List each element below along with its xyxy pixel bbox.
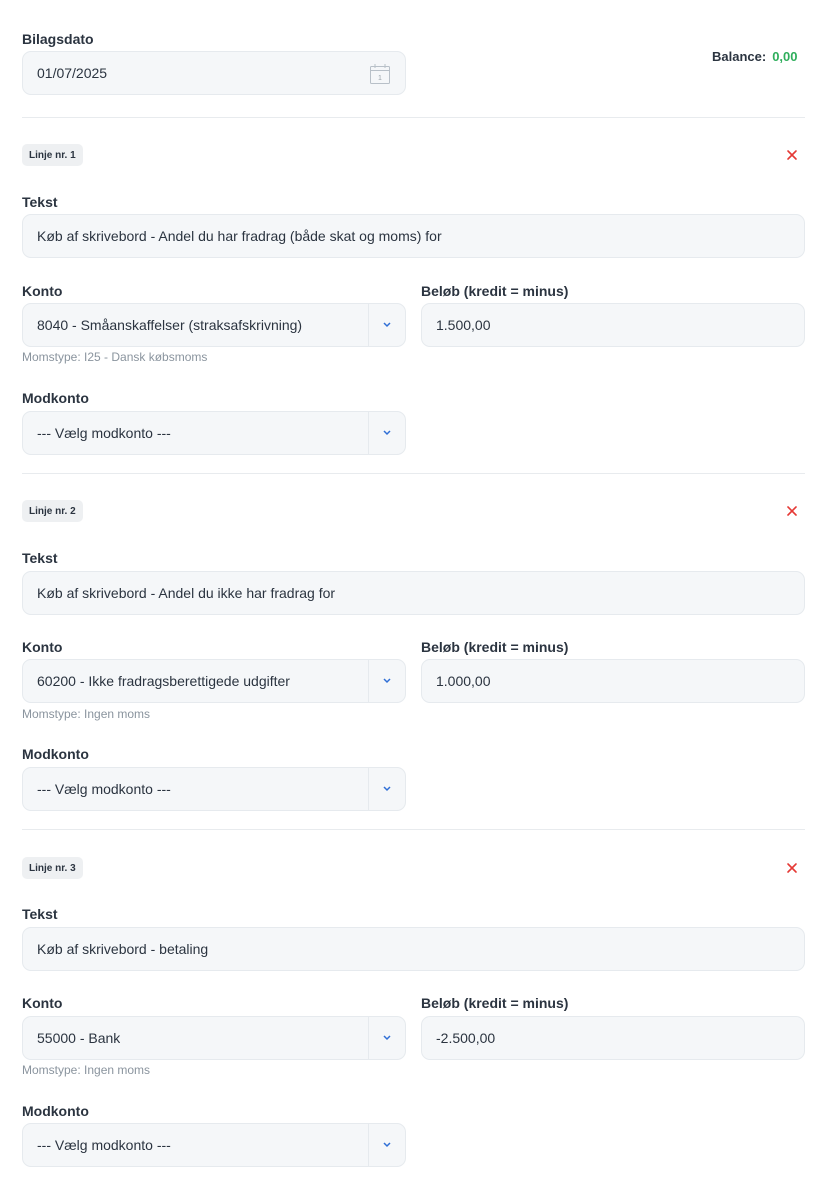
- amount-input-value: 1.500,00: [436, 317, 491, 333]
- text-input-value: Køb af skrivebord - betaling: [37, 941, 209, 957]
- date-label: Bilagsdato: [22, 31, 94, 47]
- counter-account-value: --- Vælg modkonto ---: [37, 425, 171, 441]
- account-label: Konto: [22, 283, 63, 299]
- balance-value: 0,00: [772, 49, 798, 64]
- chevron-down-icon[interactable]: [368, 660, 405, 702]
- account-select-value: 8040 - Småanskaffelser (straksafskrivning): [37, 317, 303, 333]
- date-input[interactable]: [22, 51, 406, 95]
- divider: [22, 117, 805, 118]
- counter-account-select[interactable]: [22, 767, 406, 811]
- text-input-value: Køb af skrivebord - Andel du har fradrag (både skat og moms) for: [37, 228, 442, 244]
- svg-text:1: 1: [378, 75, 382, 82]
- divider: [22, 829, 805, 830]
- chevron-down-icon[interactable]: [368, 412, 405, 454]
- divider: [22, 473, 805, 474]
- chevron-down-icon[interactable]: [368, 1017, 405, 1059]
- vat-hint: Momstype: I25 - Dansk købsmoms: [22, 350, 208, 364]
- counter-account-label: Modkonto: [22, 746, 89, 762]
- counter-account-select[interactable]: [22, 411, 406, 455]
- counter-account-value: --- Vælg modkonto ---: [37, 1137, 171, 1153]
- account-select[interactable]: [22, 1016, 406, 1060]
- account-label: Konto: [22, 995, 63, 1011]
- counter-account-value: --- Vælg modkonto ---: [37, 781, 171, 797]
- counter-account-label: Modkonto: [22, 390, 89, 406]
- balance: [712, 49, 798, 64]
- text-input-value: Køb af skrivebord - Andel du ikke har fradrag for: [37, 585, 336, 601]
- chevron-down-icon[interactable]: [368, 304, 405, 346]
- account-select[interactable]: [22, 303, 406, 347]
- delete-line-icon[interactable]: [786, 862, 798, 874]
- account-select[interactable]: [22, 659, 406, 703]
- text-input[interactable]: [22, 927, 805, 971]
- amount-input[interactable]: [421, 303, 805, 347]
- amount-input[interactable]: [421, 1016, 805, 1060]
- amount-label: Beløb (kredit = minus): [421, 283, 569, 299]
- calendar-icon[interactable]: [369, 63, 391, 88]
- date-value: 01/07/2025: [37, 65, 108, 81]
- text-label: Tekst: [22, 550, 58, 566]
- counter-account-label: Modkonto: [22, 1103, 89, 1119]
- chevron-down-icon[interactable]: [368, 768, 405, 810]
- balance-label: Balance:: [712, 49, 767, 64]
- delete-line-icon[interactable]: [786, 505, 798, 517]
- amount-label: Beløb (kredit = minus): [421, 639, 569, 655]
- line-badge: Linje nr. 1: [22, 144, 83, 166]
- account-select-value: 60200 - Ikke fradragsberettigede udgifter: [37, 673, 290, 689]
- chevron-down-icon[interactable]: [368, 1124, 405, 1166]
- amount-input-value: 1.000,00: [436, 673, 491, 689]
- line-badge: Linje nr. 3: [22, 857, 83, 879]
- amount-label: Beløb (kredit = minus): [421, 995, 569, 1011]
- amount-input-value: -2.500,00: [436, 1030, 496, 1046]
- account-label: Konto: [22, 639, 63, 655]
- delete-line-icon[interactable]: [786, 149, 798, 161]
- amount-input[interactable]: [421, 659, 805, 703]
- text-label: Tekst: [22, 194, 58, 210]
- vat-hint: Momstype: Ingen moms: [22, 1063, 151, 1077]
- line-badge: Linje nr. 2: [22, 500, 83, 522]
- account-select-value: 55000 - Bank: [37, 1030, 121, 1046]
- vat-hint: Momstype: Ingen moms: [22, 707, 151, 721]
- counter-account-select[interactable]: [22, 1123, 406, 1167]
- text-input[interactable]: [22, 214, 805, 258]
- text-label: Tekst: [22, 906, 58, 922]
- text-input[interactable]: [22, 571, 805, 615]
